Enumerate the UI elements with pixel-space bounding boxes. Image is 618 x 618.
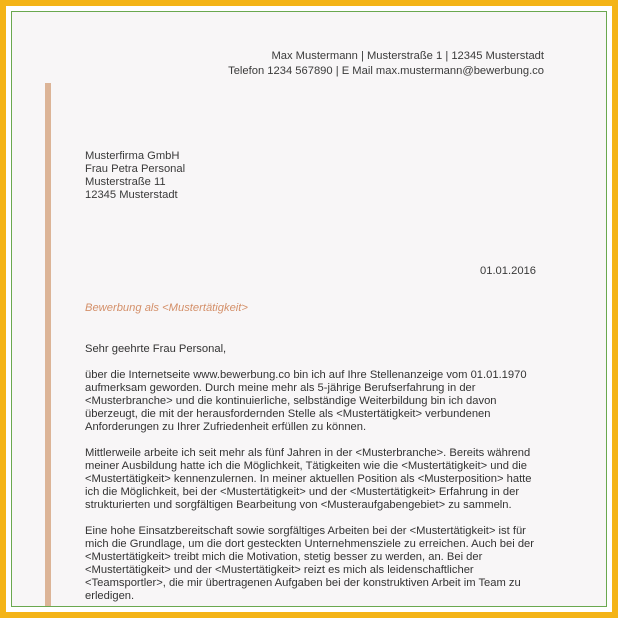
recipient-block bbox=[85, 150, 185, 202]
letter-salutation: Sehr geehrte Frau Personal, bbox=[85, 343, 227, 355]
body-paragraph: Eine hohe Einsatzbereitschaft sowie sorgfältiges Arbeiten bei der <Mustertätigkeit> ist für mich die Grundlage, um die dort gesteckten Unternehmensziele zu erreichen. Auch bei der <Mustertätigkeit> treibt mich die Motivation, stetig besser zu werden, an. Bei der <Mustertätigkeit> und der <Mustertätigkeit> reizt es mich als leidenschaftlicher <Teamsportler>, die mir übertragenen Aufgaben bei der konstruktiven Arbeit im Team zu erledigen. bbox=[85, 525, 534, 602]
letter-subject: Bewerbung als <Mustertätigkeit> bbox=[85, 302, 248, 314]
recipient-name: Frau Petra Personal bbox=[85, 163, 186, 175]
recipient-street: Musterstraße 11 bbox=[85, 176, 166, 188]
letter-body bbox=[85, 369, 555, 607]
body-paragraph: über die Internetseite www.bewerbung.co bin ich auf Ihre Stellenanzeige vom 01.01.1970 aufmerksam geworden. Durch meine mehr als 5-jährige Berufserfahrung in der <Musterbranche> und die kontinuierliche, selbständige Weiterbildung bin ich davon überzeugt, die mit der herausfordernden Stelle als <Mustertätigkeit> verbundenen Anforderungen zu Ihrer Zufriedenheit erfüllen zu können. bbox=[85, 369, 527, 433]
sender-address: Max Mustermann | Musterstraße 1 | 12345 Musterstadt bbox=[271, 50, 544, 62]
sender-contact: Telefon 1234 567890 | E Mail max.mustermann@bewerbung.co bbox=[228, 64, 544, 77]
sender-block bbox=[228, 49, 544, 78]
accent-bar bbox=[45, 83, 51, 607]
recipient-city: 12345 Musterstadt bbox=[85, 189, 178, 201]
body-paragraph: Mittlerweile arbeite ich seit mehr als fünf Jahren in der <Musterbranche>. Bereits während meiner Ausbildung hatte ich die Möglichkeit, Tätigkeiten wie die <Mustertätigkeit> und die <Mustertätigkeit> kennenzulernen. In meiner aktuellen Position als <Musterposition> hatte ich die Möglichkeit, bei der <Mustertätigkeit> und der <Mustertätigkeit> Erfahrung in der strukturierten und sorgfältigen Bearbeitung von <Musteraufgabengebiet> zu sammeln. bbox=[85, 447, 532, 511]
letter-date: 01.01.2016 bbox=[480, 265, 536, 277]
recipient-company: Musterfirma GmbH bbox=[85, 150, 180, 162]
letter-page bbox=[11, 11, 607, 607]
